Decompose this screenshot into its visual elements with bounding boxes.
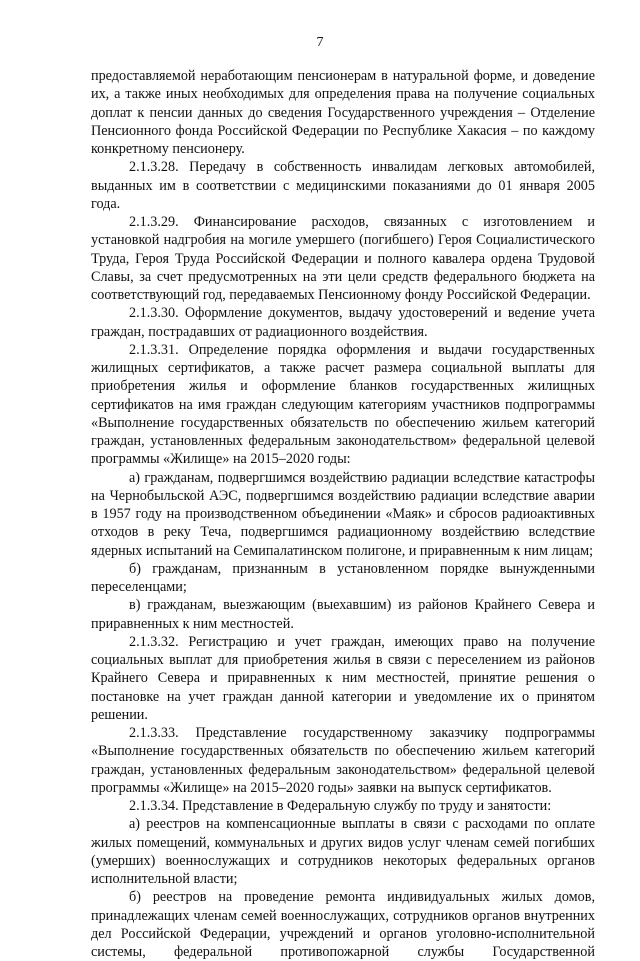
paragraph-2-1-3-32: 2.1.3.32. Регистрацию и учет граждан, имеющих право на получение социальных выплат для приобретения жилья в связи с переселением из районов Крайнего Севера и приравненных к ним местностей, принятие решения о постановке на учет граждан данной категории и уведомление их о принятом решении.: [91, 633, 595, 723]
paragraph-2-1-3-31: 2.1.3.31. Определение порядка оформления и выдачи государственных жилищных сертификатов, а также расчет размера социальной выплаты для приобретения жилья и оформление бланков государственных жилищных сертификатов на имя граждан следующим категориям участников подпрограммы «Выполнение государственных обязательств по обеспечению жильем категорий граждан, установленных федеральным законодательством» федеральной целевой программы «Жилище» на 2015–2020 годы:: [91, 341, 595, 468]
list-item-b-registers: б) реестров на проведение ремонта индивидуальных жилых домов, принадлежащих членам семей военнослужащих, сотрудников органов внутренних дел Российской Федерации, учреждений и органов уголовно-исполнительной системы, федеральной противопожарной службы Государственной: [91, 889, 595, 960]
list-item-a: а) гражданам, подвергшимся воздействию радиации вследствие катастрофы на Чернобыльской АЭС, подвергшимся воздействию радиации вследствие аварии в 1957 году на производственном объединении «Маяк» и сбросов радиоактивных отходов в реку Теча, подвергшимся радиационному воздействию вследствие ядерных испытаний на Семипалатинском полигоне, и приравненным к ним лицам;: [91, 469, 595, 559]
paragraph-2-1-3-29: 2.1.3.29. Финансирование расходов, связанных с изготовлением и установкой надгробия на могиле умершего (погибшего) Героя Социалистического Труда, Героя Труда Российской Федерации и полного кавалера ордена Трудовой Славы, за счет предусмотренных на эти цели средств федерального бюджета на соответствующий год, передаваемых Пенсионному фонду Российской Федерации.: [91, 214, 595, 303]
paragraph-2-1-3-28: 2.1.3.28. Передачу в собственность инвалидам легковых автомобилей, выданных им в соответствии с медицинскими показаниями до 01 января 2005 года.: [91, 159, 595, 212]
page-number: 7: [316, 35, 324, 50]
list-item-a-registers: а) реестров на компенсационные выплаты в связи с расходами по оплате жилых помещений, коммунальных и других видов услуг членам семей погибших (умерших) военнослужащих и сотрудников некоторых федеральных органов исполнительной власти;: [91, 816, 595, 887]
document-body: [91, 67, 595, 961]
list-item-v: в) гражданам, выезжающим (выехавшим) из районов Крайнего Севера и приравненных к ним местностей.: [91, 597, 595, 632]
paragraph-continuation: предоставляемой неработающим пенсионерам в натуральной форме, и доведение их, а также иных необходимых для определения права на получение социальных доплат к пенсии данных до сведения Государственного учреждения – Отделение Пенсионного фонда Российской Федерации по Республике Хакасия – по каждому конкретному пенсионеру.: [91, 68, 595, 157]
paragraph-2-1-3-34: 2.1.3.34. Представление в Федеральную службу по труду и занятости:: [129, 798, 552, 814]
paragraph-2-1-3-33: 2.1.3.33. Представление государственному заказчику подпрограммы «Выполнение государственных обязательств по обеспечению жильем категорий граждан, установленных федеральным законодательством» федеральной целевой программы «Жилище» на 2015–2020 годы» заявки на выпуск сертификатов.: [91, 725, 595, 796]
paragraph-2-1-3-30: 2.1.3.30. Оформление документов, выдачу удостоверений и ведение учета граждан, пострадавших от радиационного воздействия.: [91, 305, 595, 340]
list-item-b: б) гражданам, признанным в установленном порядке вынужденными переселенцами;: [91, 560, 595, 595]
